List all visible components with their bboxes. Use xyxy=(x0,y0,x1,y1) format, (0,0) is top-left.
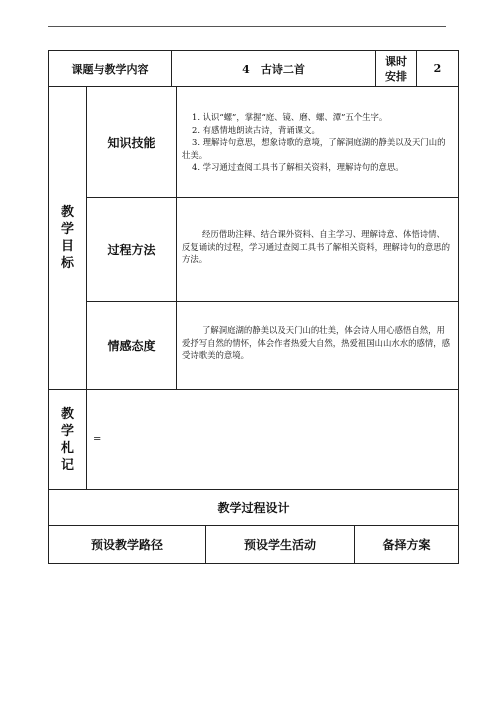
objectives-char-4: 标 xyxy=(60,256,74,271)
emotion-label: 情感态度 xyxy=(86,301,177,390)
objectives-char-1: 教 xyxy=(60,205,74,220)
knowledge-label: 知识技能 xyxy=(86,86,177,198)
notes-content xyxy=(86,389,459,490)
process-label: 过程方法 xyxy=(86,197,177,302)
knowledge-item-2: 2. 有感情地朗读古诗，背诵课文。 xyxy=(192,124,320,135)
emotion-text: 了解洞庭湖的静美以及天门山的壮美，体会诗人用心感悟自然，用爱抒写自然的情怀，体会作者热爱大自然，热爱祖国山山水水的感情，感受诗歌美的意境。 xyxy=(182,325,450,360)
knowledge-content xyxy=(176,86,459,198)
design-title: 教学过程设计 xyxy=(48,489,459,526)
topic-label: 课题与教学内容 xyxy=(48,50,172,87)
hours-label-line-1: 课时 xyxy=(385,54,407,68)
emotion-content xyxy=(176,301,459,390)
knowledge-item-4: 4. 学习通过查阅工具书了解相关资料，理解诗句的意思。 xyxy=(192,162,404,172)
objectives-char-2: 学 xyxy=(60,222,74,237)
lesson-title: 4 古诗二首 xyxy=(171,50,376,87)
notes-char-4: 记 xyxy=(60,457,74,473)
design-column-activity: 预设学生活动 xyxy=(205,525,355,564)
objectives-char-3: 目 xyxy=(60,239,74,254)
notes-section-label xyxy=(48,389,87,490)
knowledge-item-3: 3. 理解诗句意思，想象诗歌的意境，了解洞庭湖的静美以及天门山的壮美。 xyxy=(182,137,446,160)
notes-char-1: 教 xyxy=(60,406,74,422)
hours-label xyxy=(375,50,417,87)
notes-char-3: 札 xyxy=(60,440,74,456)
objectives-section-label xyxy=(48,86,87,390)
lesson-plan-table xyxy=(48,50,459,564)
hours-label-line-2: 安排 xyxy=(385,69,407,83)
process-text: 经历借助注释、结合课外资料、自主学习、理解诗意、体悟诗情、反复诵读的过程，学习通过查阅工具书了解相关资料，理解诗句的意思的方法。 xyxy=(182,229,450,264)
notes-char-2: 学 xyxy=(60,423,74,439)
design-column-path: 预设教学路径 xyxy=(48,525,206,564)
knowledge-item-1: 1. 认识“螺”，掌握“庭、镜、磨、螺、潭”五个生字。 xyxy=(192,112,388,122)
hours-value: 2 xyxy=(416,50,459,87)
process-content xyxy=(176,197,459,302)
design-column-alternatives: 备择方案 xyxy=(354,525,459,564)
notes-mark: = xyxy=(93,434,102,445)
header-rule-line xyxy=(48,26,446,27)
